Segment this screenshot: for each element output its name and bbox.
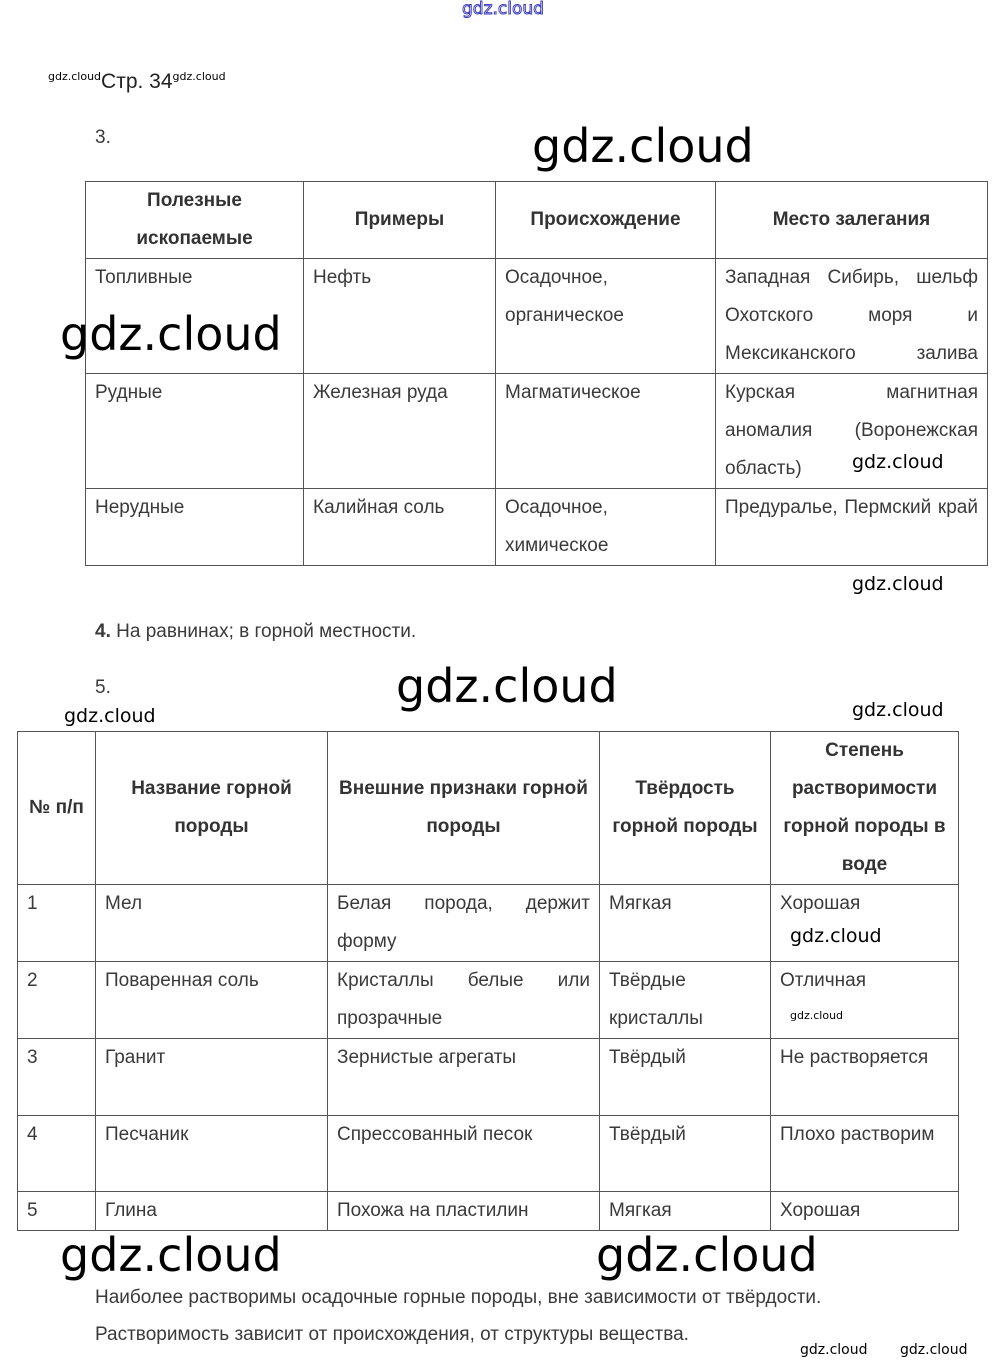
cell: Магматическое	[496, 374, 716, 489]
cell: Мел	[96, 885, 328, 962]
watermark: gdz.cloud	[790, 925, 882, 947]
table-row	[18, 962, 959, 1039]
cell: Нефть	[304, 259, 496, 374]
task4	[95, 621, 416, 643]
cell: Предуралье, Пермский край	[716, 489, 988, 566]
header-appearance: Внешние признаки горной породы	[328, 732, 600, 885]
cell: 1	[18, 885, 96, 962]
cell: Нерудные	[86, 489, 304, 566]
watermark: gdz.cloud	[800, 1342, 868, 1358]
cell: Калийная соль	[304, 489, 496, 566]
table-row	[86, 489, 988, 566]
cell: Курская магнитная аномалия (Воронежская область)	[716, 374, 988, 489]
cell: Гранит	[96, 1039, 328, 1116]
table-row	[18, 885, 959, 962]
watermark: gdz.cloud	[172, 70, 226, 83]
watermark: gdz.cloud	[852, 699, 944, 721]
cell: Кристаллы белые или прозрачные	[328, 962, 600, 1039]
cell: Белая порода, держит форму	[328, 885, 600, 962]
cell: Твёрдый	[600, 1116, 771, 1192]
cell: 5	[18, 1192, 96, 1231]
cell: Осадочное, химическое	[496, 489, 716, 566]
header-minerals: Полезные ископаемые	[86, 182, 304, 259]
watermark: gdz.cloud	[64, 705, 156, 727]
task4-text: На равнинах; в горной местности.	[116, 621, 417, 642]
watermark: gdz.cloud	[48, 70, 102, 83]
task5-number: 5.	[95, 677, 111, 698]
cell: Твёрдые кристаллы	[600, 962, 771, 1039]
table-row	[18, 1039, 959, 1116]
header-examples: Примеры	[304, 182, 496, 259]
header-location: Место залегания	[716, 182, 988, 259]
watermark: gdz.cloud	[60, 307, 282, 361]
cell: Твёрдый	[600, 1039, 771, 1116]
cell: Хорошая	[771, 1192, 959, 1231]
task3-number: 3.	[95, 127, 111, 148]
cell: Хорошая	[771, 885, 959, 962]
cell: 3	[18, 1039, 96, 1116]
cell: Песчаник	[96, 1116, 328, 1192]
cell: Спрессованный песок	[328, 1116, 600, 1192]
cell: Плохо растворим	[771, 1116, 959, 1192]
watermark: gdz.cloud	[60, 1228, 282, 1282]
cell: Топливные	[86, 259, 304, 374]
conclusion-line-2: Растворимость зависит от происхождения, от структуры вещества.	[95, 1324, 689, 1345]
cell: Похожа на пластилин	[328, 1192, 600, 1231]
cell: 2	[18, 962, 96, 1039]
cell: Мягкая	[600, 1192, 771, 1231]
watermark: gdz.cloud	[596, 1228, 818, 1282]
header-solubility: Степень растворимости горной породы в воде	[771, 732, 959, 885]
cell: Железная руда	[304, 374, 496, 489]
conclusion-line-1: Наиболее растворимы осадочные горные породы, вне зависимости от твёрдости.	[95, 1287, 822, 1308]
cell: Глина	[96, 1192, 328, 1231]
cell: Рудные	[86, 374, 304, 489]
table-header-row	[18, 732, 959, 885]
table-row	[18, 1192, 959, 1231]
header-hardness: Твёрдость горной породы	[600, 732, 771, 885]
watermark: gdz.cloud	[852, 573, 944, 595]
rocks-table	[17, 731, 959, 1231]
cell: Отличная	[771, 962, 959, 1039]
cell: Не растворяется	[771, 1039, 959, 1116]
table-header-row	[86, 182, 988, 259]
watermark: gdz.cloud	[790, 1009, 844, 1022]
task4-number: 4.	[95, 621, 111, 642]
table-row	[18, 1116, 959, 1192]
watermark: gdz.cloud	[532, 119, 754, 173]
page-label: Стр. 34	[101, 70, 173, 93]
cell: Западная Сибирь, шельф Охотского моря и Мексиканского залива	[716, 259, 988, 374]
cell: Поваренная соль	[96, 962, 328, 1039]
cell: Мягкая	[600, 885, 771, 962]
cell: Зернистые агрегаты	[328, 1039, 600, 1116]
watermark: gdz.cloud	[900, 1342, 968, 1358]
watermark: gdz.cloud	[396, 659, 618, 713]
watermark: gdz.cloud	[462, 0, 544, 19]
watermark: gdz.cloud	[852, 451, 944, 473]
header-origin: Происхождение	[496, 182, 716, 259]
header-number: № п/п	[18, 732, 96, 885]
cell: 4	[18, 1116, 96, 1192]
minerals-table	[85, 181, 988, 566]
header-rock-name: Название горной породы	[96, 732, 328, 885]
page-header	[48, 70, 226, 94]
cell: Осадочное, органическое	[496, 259, 716, 374]
